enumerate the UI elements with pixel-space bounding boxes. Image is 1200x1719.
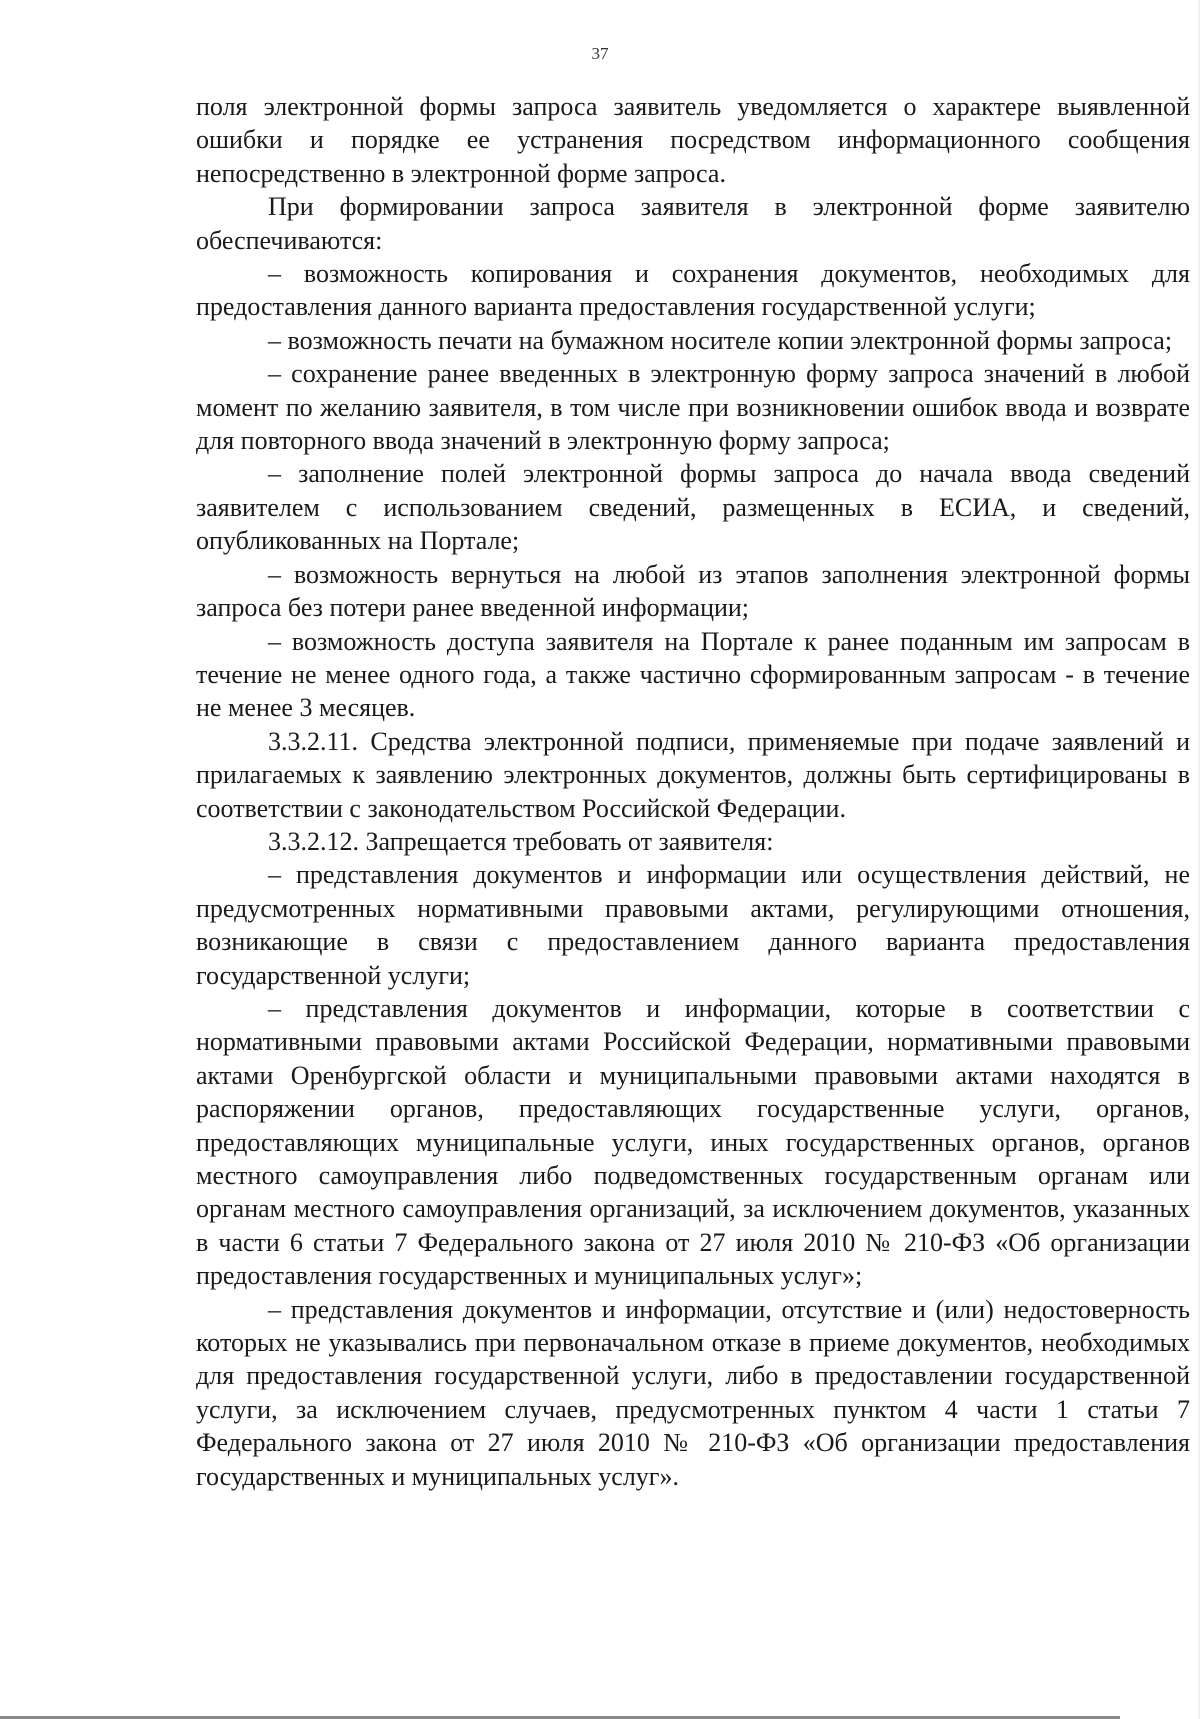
paragraph-error-notice: поля электронной формы запроса заявитель уведомляется о характере выявленной ошибки и порядке ее устранения посредством информационного сообщения непосредственно в электронной форме запроса. (196, 92, 1190, 188)
paragraph-section-3-3-2-11: 3.3.2.11. Средства электронной подписи, применяемые при подаче заявлений и прилагаемых к заявлению электронных документов, должны быть сертифицированы в соответствии с законодательством Российской Федерации. (196, 726, 1190, 823)
paragraph-section-3-3-2-12: 3.3.2.12. Запрещается требовать от заявителя: (268, 826, 774, 856)
list-item-prefill-fields: – заполнение полей электронной формы запроса до начала ввода сведений заявителем с использованием сведений, размещенных в ЕСИА, и сведений, опубликованных на Портале; (196, 459, 1190, 556)
paragraph-form-provisions: При формировании запроса заявителя в электронной форме заявителю обеспечиваются: (196, 192, 1190, 255)
list-item-access-requests: – возможность доступа заявителя на Портале к ранее поданным им запросам в течение не менее одного года, а также частично сформированным запросам - в течение не менее 3 месяцев. (196, 626, 1190, 723)
list-item-unforeseen-actions: – представления документов и информации или осуществления действий, не предусмотренных нормативными правовыми актами, регулирующими отношения, возникающие в связи с предоставлением данного варианта предоставления государственной услуги; (196, 860, 1190, 990)
list-item-copy-documents: – возможность копирования и сохранения документов, необходимых для предоставления данного варианта предоставления государственной услуги; (196, 259, 1190, 322)
list-item-save-values: – сохранение ранее введенных в электронную форму запроса значений в любой момент по желанию заявителя, в том числе при возникновении ошибок ввода и возврате для повторного ввода значений в электронную форму запроса; (196, 359, 1190, 456)
document-body (196, 90, 1190, 1493)
list-item-undisclosed-documents: – представления документов и информации, отсутствие и (или) недостоверность которых не указывались при первоначальном отказе в приеме документов, необходимых для предоставления государственной услуги, либо в предоставлении государственной услуги, за исключением случаев, предусмотренных пунктом 4 части 1 статьи 7 Федерального закона от 27 июля 2010 № 210-ФЗ «Об организации предоставления государственных и муниципальных услуг». (196, 1294, 1190, 1491)
list-item-print-form: – возможность печати на бумажном носителе копии электронной формы запроса; (268, 325, 1173, 355)
list-item-return-to-stage: – возможность вернуться на любой из этапов заполнения электронной формы запроса без потери ранее введенной информации; (196, 559, 1190, 623)
list-item-documents-in-possession: – представления документов и информации, которые в соответствии с нормативными правовыми актами Российской Федерации, нормативными правовыми актами Оренбургской области и муниципальными правовыми актами находятся в распоряжении органов, предоставляющих государственные услуги, органов, предоставляющих муниципальные услуги, иных государственных органов, органов местного самоуправления либо подведомственных государственным органам или органам местного самоуправления организаций, за исключением документов, указанных в части 6 статьи 7 Федерального закона от 27 июля 2010 № 210-ФЗ «Об организации предоставления государственных и муниципальных услуг»; (196, 993, 1190, 1291)
page-number: 37 (591, 44, 609, 63)
